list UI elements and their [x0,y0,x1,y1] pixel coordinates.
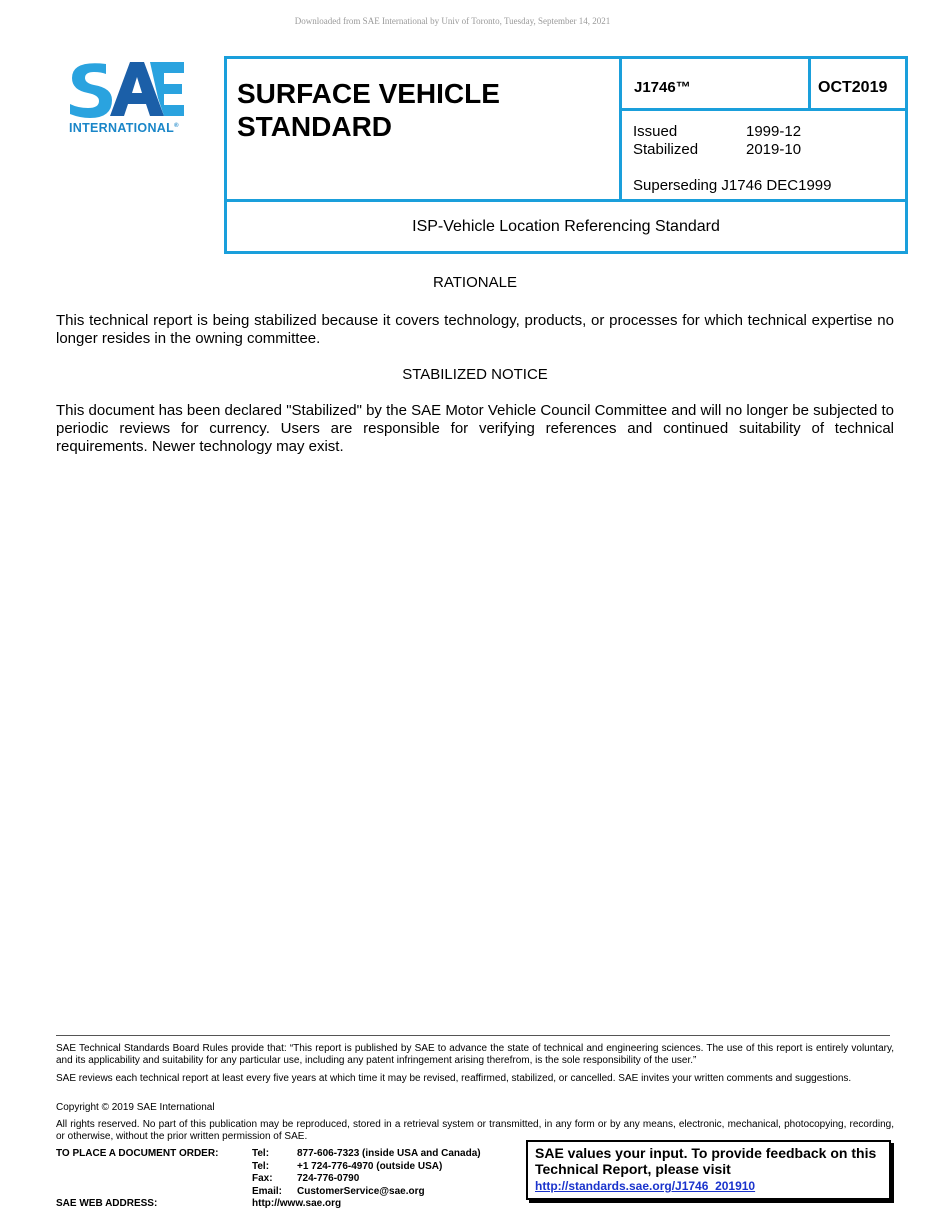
document-date: OCT2019 [818,79,888,96]
download-banner: Downloaded from SAE International by Univ of Toronto, Tuesday, September 14, 2021 [294,16,611,26]
rationale-text: This technical report is being stabilized because it covers technology, products, or processes for which technical expertise no longer resides in the owning committee. [56,312,894,347]
logo-letter-s [70,63,112,118]
feedback-link[interactable]: http://standards.sae.org/J1746_201910 [535,1179,756,1193]
feedback-box: SAE values your input. To provide feedback on this Technical Report, please visit http://standards.sae.org/J1746_201910 [526,1140,891,1200]
web-address-link[interactable]: http://www.sae.org [252,1198,342,1209]
document-title: ISP-Vehicle Location Referencing Standard [412,218,720,235]
web-address-label: SAE WEB ADDRESS: [56,1198,158,1209]
order-label: TO PLACE A DOCUMENT ORDER: [56,1148,219,1159]
logo-subtext: INTERNATIONAL® [69,121,179,135]
header-box [224,56,908,254]
rules-text: SAE Technical Standards Board Rules provide that: “This report is published by SAE to advance the state of technical and engineering sciences. The use of this report is entirely voluntary, and its applicability and suitability for any particular use, including any patent infringement arising therefrom, is the sole responsibility of the user.” [56,1043,894,1066]
document-number: J1746™ [634,79,691,96]
notice-heading: STABILIZED NOTICE [402,366,548,383]
notice-text: This document has been declared "Stabilized" by the SAE Motor Vehicle Council Committee and will no longer be subjected to periodic reviews for currency. Users are responsible for verifying references and continued suitability of technical requirements. Newer technology may exist. [56,402,894,455]
document-type: SURFACE VEHICLE STANDARD [237,78,500,142]
email-link[interactable]: CustomerService@sae.org [297,1185,425,1197]
contact-list: Tel: 877-606-7323 (inside USA and Canada) Tel: +1 724-776-4970 (outside USA) Fax: 724-776-0790 Email: CustomerService@sae.org [252,1148,481,1197]
rationale-heading: RATIONALE [433,274,517,291]
superseding-note: Superseding J1746 DEC1999 [633,177,832,194]
copyright: Copyright © 2019 SAE International [56,1102,215,1113]
revision-meta: Issued 1999-12 Stabilized 2019-10 [633,123,802,158]
footer-divider [56,1035,890,1036]
review-text: SAE reviews each technical report at least every five years at which time it may be revised, reaffirmed, stabilized, or cancelled. SAE invites your written comments and suggestions. [56,1073,852,1084]
rights-text: All rights reserved. No part of this publication may be reproduced, stored in a retrieval system or transmitted, in any form or by any means, electronic, mechanical, photocopying, recording, or otherwise, without the prior written permission of SAE. [56,1119,894,1142]
